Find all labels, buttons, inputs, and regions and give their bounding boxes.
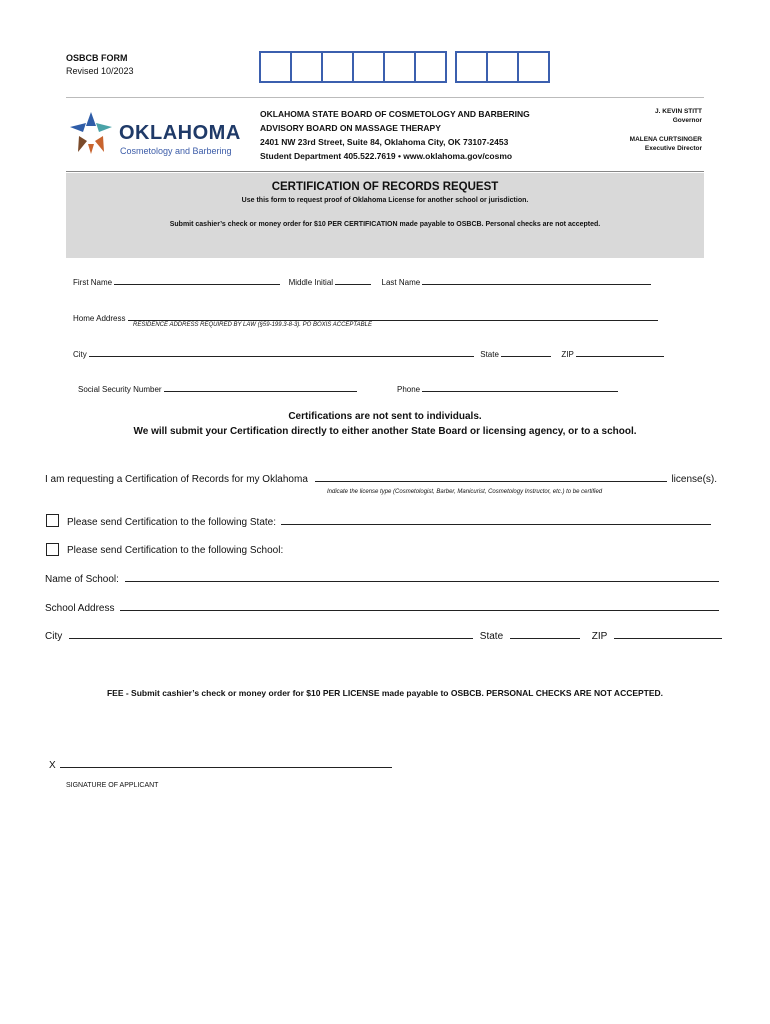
send-to-school-label: Please send Certification to the following School:: [67, 545, 284, 556]
id-box[interactable]: [259, 51, 292, 83]
fee-notice: FEE - Submit cashier’s check or money order for $10 PER LICENSE made payable to OSBCB. PERSONAL CHECKS ARE NOT ACCEPTED.: [106, 688, 664, 698]
send-to-school-checkbox[interactable]: [46, 543, 59, 556]
director-title: Executive Director: [644, 145, 702, 152]
school-zip-field[interactable]: [614, 630, 722, 639]
school-state-label: State: [479, 631, 504, 642]
banner-top-rule: [66, 171, 704, 172]
logo-wordmark: OKLAHOMA: [119, 122, 241, 144]
oklahoma-star-logo-icon: [66, 110, 116, 158]
phone-label: Phone: [397, 385, 421, 394]
home-address-field[interactable]: [128, 312, 658, 321]
header-board-block: [260, 107, 530, 163]
license-suffix: license(s).: [671, 474, 718, 485]
zip-label: ZIP: [561, 350, 574, 359]
notice-line1: Certifications are not sent to individuals.: [288, 411, 482, 422]
ssn-row: [78, 383, 357, 394]
ssn-label: Social Security Number: [78, 385, 162, 394]
id-box[interactable]: [352, 51, 385, 83]
id-box[interactable]: [414, 51, 447, 83]
city-row: [73, 348, 664, 359]
director-name: MALENA CURTSINGER: [629, 136, 702, 143]
id-box[interactable]: [486, 51, 519, 83]
form-revised: Revised 10/2023: [66, 66, 134, 76]
school-city-row: [45, 630, 722, 642]
banner: [66, 173, 704, 258]
state-field[interactable]: [501, 348, 551, 357]
form-code: OSBCB FORM: [66, 53, 128, 63]
middle-initial-field[interactable]: [335, 276, 371, 285]
form-title: CERTIFICATION OF RECORDS REQUEST: [271, 181, 499, 193]
signature-field[interactable]: [60, 759, 392, 768]
middle-initial-label: Middle Initial: [288, 278, 334, 287]
school-name-field[interactable]: [125, 573, 719, 582]
signature-label: SIGNATURE OF APPLICANT: [66, 782, 159, 789]
board-address: 2401 NW 23rd Street, Suite 84, Oklahoma City, OK 73107-2453: [260, 137, 509, 147]
school-address-field[interactable]: [120, 602, 719, 611]
school-state-field[interactable]: [510, 630, 580, 639]
form-subtitle: Use this form to request proof of Oklahoma License for another school or jurisdiction.: [241, 197, 529, 204]
first-name-field[interactable]: [114, 276, 280, 285]
target-state-field[interactable]: [281, 516, 711, 525]
residence-note: RESIDENCE ADDRESS REQUIRED BY LAW (§59-199.3-8-3). PO BOXIS ACCEPTABLE: [133, 322, 372, 328]
phone-field[interactable]: [422, 383, 618, 392]
id-box[interactable]: [321, 51, 354, 83]
notice-line2: We will submit your Certification directly to either another State Board or licensing agency, or to a school.: [133, 426, 637, 437]
board-line2: ADVISORY BOARD ON MASSAGE THERAPY: [260, 123, 441, 133]
school-address-row: [45, 602, 719, 614]
first-name-label: First Name: [73, 278, 113, 287]
director-block: [630, 135, 702, 153]
license-type-hint: Indicate the license type (Cosmetologist, Barber, Manicurist, Cosmetology Instructor, etc.) to be certified: [327, 489, 603, 495]
id-box[interactable]: [455, 51, 488, 83]
ssn-field[interactable]: [164, 383, 357, 392]
notice-block: [0, 409, 770, 439]
state-label: State: [480, 350, 499, 359]
home-address-label: Home Address: [73, 314, 126, 323]
board-department: Student Department 405.522.7619 • www.oklahoma.gov/cosmo: [260, 151, 513, 161]
board-line1: OKLAHOMA STATE BOARD OF COSMETOLOGY AND BARBERING: [260, 109, 530, 119]
school-zip-label: ZIP: [591, 631, 608, 642]
last-name-label: Last Name: [381, 278, 421, 287]
license-type-field[interactable]: [315, 473, 667, 482]
payment-instructions: Submit cashier’s check or money order for $10 PER CERTIFICATION made payable to OSBCB. Personal checks are not accepted.: [169, 221, 601, 228]
send-to-state-row: [67, 516, 711, 528]
send-to-state-label: Please send Certification to the following State:: [67, 517, 277, 528]
logo-tagline: Cosmetology and Barbering: [120, 146, 232, 156]
school-city-label: City: [45, 631, 63, 642]
id-box[interactable]: [383, 51, 416, 83]
signature-x-mark: X: [49, 760, 56, 771]
license-request-row: [45, 473, 717, 485]
name-row: [73, 276, 651, 287]
city-label: City: [73, 350, 87, 359]
school-address-label: School Address: [45, 603, 115, 614]
school-name-label: Name of School:: [45, 574, 119, 585]
governor-name: J. KEVIN STITT: [655, 108, 702, 115]
school-city-field[interactable]: [69, 630, 473, 639]
zip-field[interactable]: [576, 348, 664, 357]
last-name-field[interactable]: [422, 276, 651, 285]
license-request-label: I am requesting a Certification of Records for my Oklahoma: [45, 474, 308, 485]
send-to-state-checkbox[interactable]: [46, 514, 59, 527]
signature-row: [49, 759, 392, 771]
phone-row: [397, 383, 618, 394]
id-box[interactable]: [517, 51, 550, 83]
header-rule: [66, 97, 704, 98]
city-field[interactable]: [89, 348, 474, 357]
governor-title: Governor: [672, 117, 702, 124]
governor-block: [655, 107, 702, 125]
school-name-row: [45, 573, 719, 585]
id-box[interactable]: [290, 51, 323, 83]
